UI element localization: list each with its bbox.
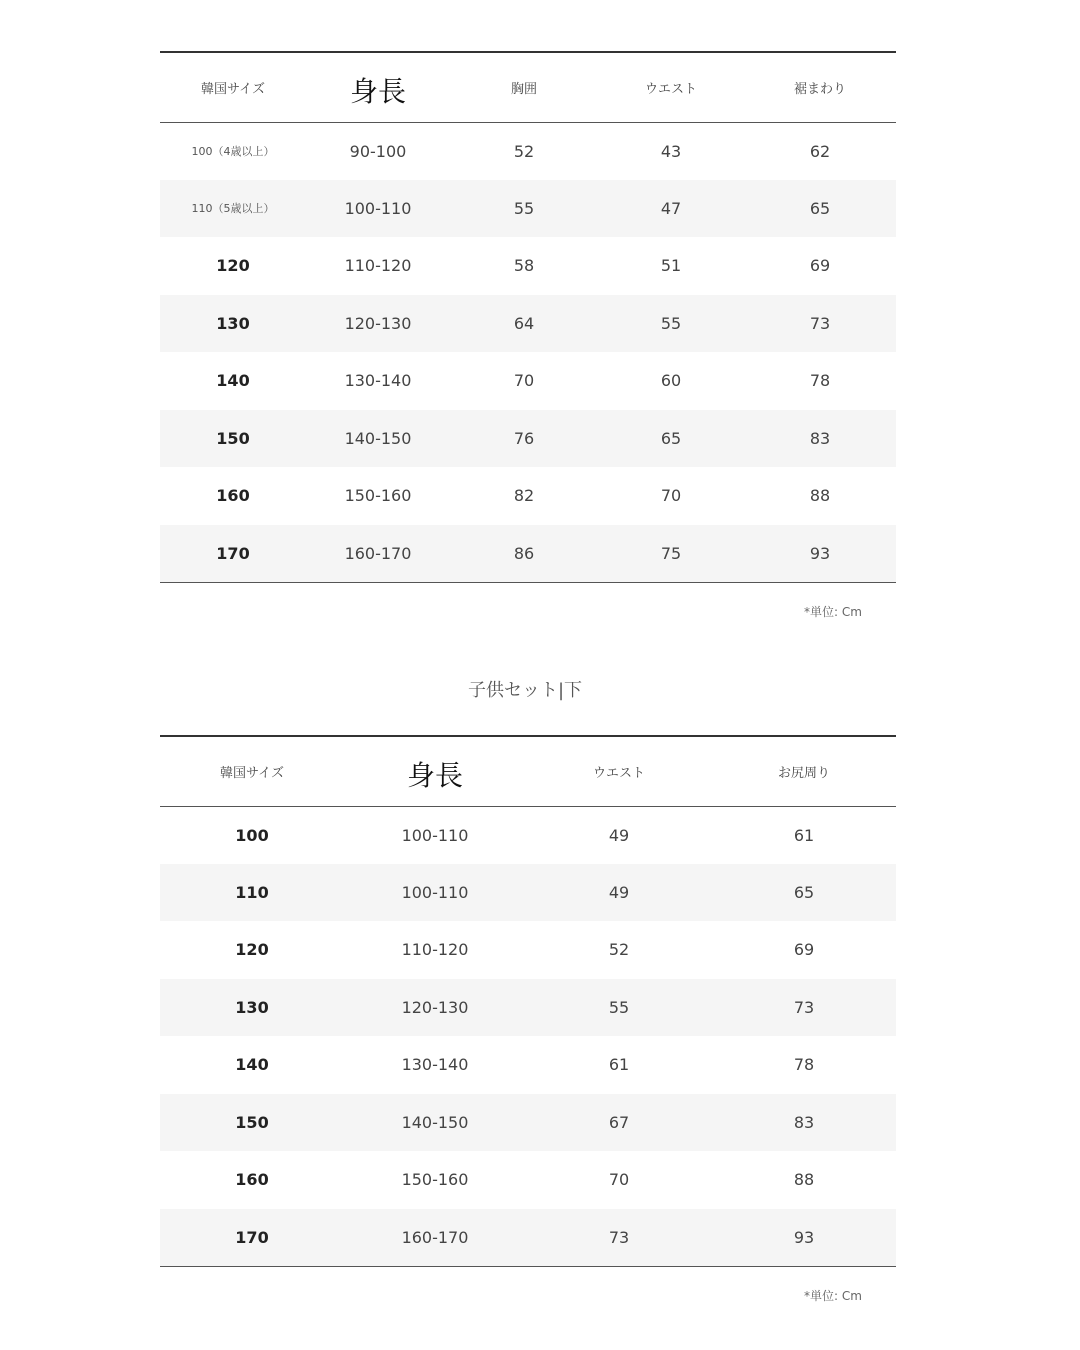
height-cell: 100-110 bbox=[401, 825, 469, 845]
size-cell: 140 bbox=[235, 1055, 269, 1075]
size-cell: 100 bbox=[235, 825, 269, 845]
size-cell: 140 bbox=[216, 371, 250, 391]
height-cell: 140-150 bbox=[401, 1112, 469, 1132]
waist-cell: 55 bbox=[660, 313, 682, 333]
table-row bbox=[160, 1209, 896, 1267]
top-size-table bbox=[160, 51, 896, 583]
top-unit-note: *単位: Cm bbox=[804, 605, 862, 619]
chest-cell: 52 bbox=[513, 141, 535, 161]
height-cell: 160-170 bbox=[306, 525, 450, 583]
waist-cell: 65 bbox=[660, 428, 682, 448]
table-row bbox=[160, 525, 896, 583]
header-height: 身長 bbox=[344, 736, 526, 806]
hem-cell: 88 bbox=[809, 486, 831, 506]
size-cell: 120 bbox=[235, 940, 269, 960]
hem-cell: 65 bbox=[809, 198, 831, 218]
hem-cell: 83 bbox=[809, 428, 831, 448]
waist-cell: 75 bbox=[598, 525, 744, 583]
waist-cell: 49 bbox=[608, 882, 630, 902]
table-header-row bbox=[160, 736, 896, 806]
hip-cell: 83 bbox=[793, 1112, 815, 1132]
height-cell: 160-170 bbox=[344, 1209, 526, 1267]
table-header-row bbox=[160, 52, 896, 122]
waist-cell: 47 bbox=[660, 198, 682, 218]
waist-cell: 70 bbox=[660, 486, 682, 506]
size-cell: 160 bbox=[235, 1170, 269, 1190]
table-row bbox=[160, 122, 896, 180]
header-korean-size: 韓国サイズ bbox=[160, 52, 306, 122]
size-cell: 160 bbox=[216, 486, 250, 506]
table-row bbox=[160, 1094, 896, 1152]
header-hip: お尻周り bbox=[712, 736, 896, 806]
table-row bbox=[160, 295, 896, 353]
header-hem: 裾まわり bbox=[744, 52, 896, 122]
waist-cell: 60 bbox=[660, 371, 682, 391]
hem-cell: 78 bbox=[809, 371, 831, 391]
section-title: 子供セット|下 bbox=[467, 680, 583, 701]
top-size-table-block bbox=[160, 51, 896, 583]
size-cell: 150 bbox=[216, 428, 250, 448]
table-row bbox=[160, 1036, 896, 1094]
chest-cell: 55 bbox=[513, 198, 535, 218]
bottom-unit-note: *単位: Cm bbox=[804, 1289, 862, 1303]
height-cell: 140-150 bbox=[344, 428, 412, 448]
hem-cell: 62 bbox=[809, 141, 831, 161]
chest-cell: 82 bbox=[513, 486, 535, 506]
size-cell: 170 bbox=[160, 1209, 344, 1267]
table-row bbox=[160, 806, 896, 864]
table-row bbox=[160, 1151, 896, 1209]
bottom-size-table-block bbox=[160, 735, 896, 1267]
height-cell: 110-120 bbox=[401, 940, 469, 960]
hip-cell: 78 bbox=[793, 1055, 815, 1075]
height-cell: 130-140 bbox=[344, 371, 412, 391]
header-waist: ウエスト bbox=[526, 736, 712, 806]
waist-cell: 43 bbox=[660, 141, 682, 161]
size-cell: 130 bbox=[235, 997, 269, 1017]
size-cell: 110 bbox=[235, 882, 269, 902]
header-waist: ウエスト bbox=[598, 52, 744, 122]
chest-cell: 64 bbox=[513, 313, 535, 333]
table-row bbox=[160, 180, 896, 238]
waist-cell: 55 bbox=[608, 997, 630, 1017]
height-cell: 100-110 bbox=[401, 882, 469, 902]
size-cell: 150 bbox=[235, 1112, 269, 1132]
hem-cell: 93 bbox=[744, 525, 896, 583]
hip-cell: 73 bbox=[793, 997, 815, 1017]
height-cell: 110-120 bbox=[344, 256, 412, 276]
size-cell: 100（4歳以上） bbox=[191, 145, 275, 158]
waist-cell: 70 bbox=[608, 1170, 630, 1190]
height-cell: 120-130 bbox=[401, 997, 469, 1017]
size-cell: 110（5歳以上） bbox=[191, 202, 275, 216]
height-cell: 100-110 bbox=[344, 198, 412, 218]
height-cell: 130-140 bbox=[401, 1055, 469, 1075]
waist-cell: 67 bbox=[608, 1112, 630, 1132]
chest-cell: 86 bbox=[450, 525, 598, 583]
table-row bbox=[160, 979, 896, 1037]
hip-cell: 93 bbox=[712, 1209, 896, 1267]
hem-cell: 73 bbox=[809, 313, 831, 333]
height-cell: 150-160 bbox=[344, 486, 412, 506]
table-row bbox=[160, 921, 896, 979]
table-row bbox=[160, 352, 896, 410]
hip-cell: 61 bbox=[793, 825, 815, 845]
height-cell: 120-130 bbox=[344, 313, 412, 333]
waist-cell: 73 bbox=[526, 1209, 712, 1267]
table-row bbox=[160, 410, 896, 468]
bottom-size-table bbox=[160, 735, 896, 1267]
chest-cell: 70 bbox=[513, 371, 535, 391]
hip-cell: 69 bbox=[793, 940, 815, 960]
height-cell: 90-100 bbox=[349, 141, 407, 161]
hip-cell: 65 bbox=[793, 882, 815, 902]
hip-cell: 88 bbox=[793, 1170, 815, 1190]
table-row bbox=[160, 467, 896, 525]
table-row bbox=[160, 237, 896, 295]
waist-cell: 51 bbox=[660, 256, 682, 276]
table-row bbox=[160, 864, 896, 922]
chest-cell: 76 bbox=[513, 428, 535, 448]
size-cell: 170 bbox=[160, 525, 306, 583]
waist-cell: 49 bbox=[608, 825, 630, 845]
waist-cell: 61 bbox=[608, 1055, 630, 1075]
hem-cell: 69 bbox=[809, 256, 831, 276]
waist-cell: 52 bbox=[608, 940, 630, 960]
chest-cell: 58 bbox=[513, 256, 535, 276]
size-cell: 130 bbox=[216, 313, 250, 333]
header-korean-size: 韓国サイズ bbox=[160, 736, 344, 806]
size-cell: 120 bbox=[216, 256, 250, 276]
header-height: 身長 bbox=[306, 52, 450, 122]
height-cell: 150-160 bbox=[401, 1170, 469, 1190]
header-chest: 胸囲 bbox=[450, 52, 598, 122]
